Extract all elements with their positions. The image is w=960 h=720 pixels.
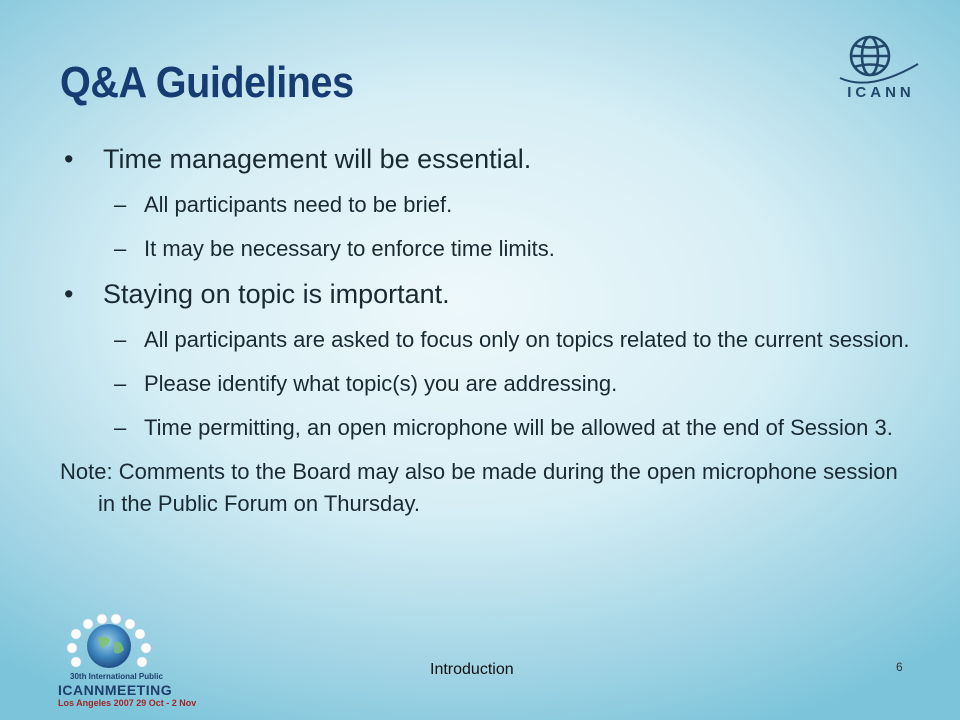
sub-bullet: – Time permitting, an open microphone will be allowed at the end of Session 3. — [114, 415, 893, 440]
sub-bullet: – All participants need to be brief. — [114, 192, 453, 217]
sub-bullet: – Please identify what topic(s) you are addressing. — [114, 371, 618, 396]
page-number: 6 — [896, 660, 903, 674]
footer-section-label: Introduction — [430, 661, 514, 678]
bullet-staying-on-topic: • Staying on topic is important. — [60, 277, 920, 311]
slide-body — [60, 142, 920, 520]
slide-title: Q&A Guidelines — [60, 58, 354, 107]
icann-logo-text: ICANN — [847, 84, 915, 101]
note-text: Note: Comments to the Board may also be made during the open microphone session in the Public Forum on Thursday. — [60, 459, 898, 516]
sub-bullet: – It may be necessary to enforce time limits. — [114, 236, 555, 261]
meeting-line3: Los Angeles 2007 29 Oct - 2 Nov — [58, 698, 197, 708]
sub-bullet: – All participants are asked to focus only on topics related to the current session. — [114, 327, 910, 352]
bullet-time-management: • Time management will be essential. — [60, 142, 920, 176]
meeting-line1: 30th International Public — [70, 672, 163, 681]
meeting-line2: ICANNMEETING — [58, 682, 173, 698]
